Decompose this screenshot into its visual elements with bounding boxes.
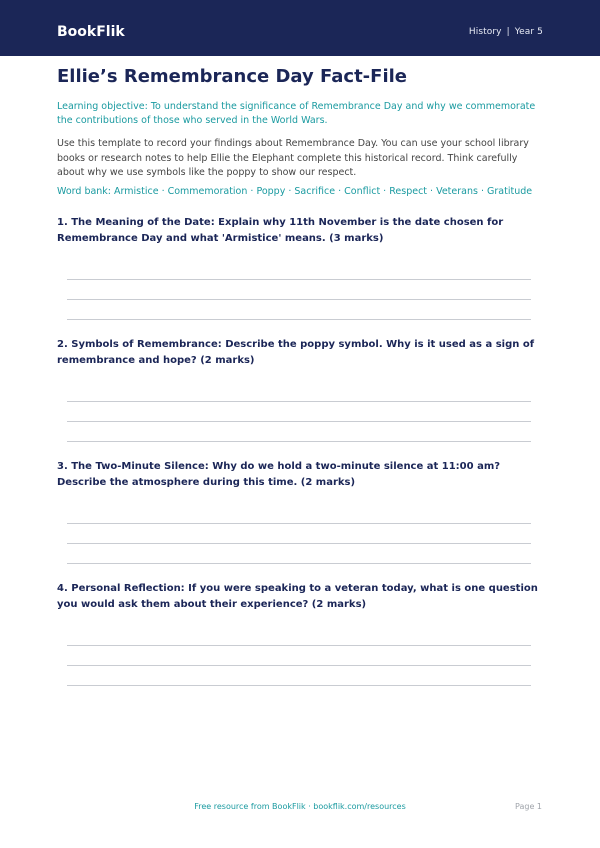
- answer-line-q1-3[interactable]: [67, 319, 531, 320]
- question-4: 4. Personal Reflection: If you were speaking to a veteran today, what is one question you would ask them about their experience? (2 marks): [57, 583, 538, 610]
- answer-line-q3-3[interactable]: [67, 563, 531, 564]
- question-3: 3. The Two-Minute Silence: Why do we hold a two-minute silence at 11:00 am? Describe the atmosphere during this time. (2 marks): [57, 461, 501, 488]
- page-title: Ellie’s Remembrance Day Fact-File: [57, 66, 407, 87]
- header-bar: [0, 0, 600, 56]
- breadcrumb-separator: |: [506, 27, 510, 37]
- question-1: 1. The Meaning of the Date: Explain why 11th November is the date chosen for Remembrance Day and what 'Armistice' means. (3 marks): [57, 217, 504, 244]
- answer-line-q3-1[interactable]: [67, 523, 531, 524]
- word-bank: Word bank: Armistice · Commemoration · Poppy · Sacrifice · Conflict · Respect · Veterans · Gratitude: [57, 186, 533, 197]
- answer-line-q4-3[interactable]: [67, 685, 531, 686]
- answer-line-q4-1[interactable]: [67, 645, 531, 646]
- brand-logo[interactable]: BookFlik: [57, 24, 125, 40]
- breadcrumb-subject: History: [468, 27, 502, 37]
- answer-line-q4-2[interactable]: [67, 665, 531, 666]
- learning-objective: Learning objective: To understand the significance of Remembrance Day and why we commemorate the contributions of those who served in the World Wars.: [57, 101, 536, 126]
- answer-line-q1-2[interactable]: [67, 299, 531, 300]
- breadcrumb-year: Year 5: [514, 27, 543, 37]
- answer-line-q2-3[interactable]: [67, 441, 531, 442]
- answer-line-q2-2[interactable]: [67, 421, 531, 422]
- answer-line-q2-1[interactable]: [67, 401, 531, 402]
- breadcrumb: [469, 27, 543, 37]
- intro-text: Use this template to record your findings about Remembrance Day. You can use your school library books or research notes to help Ellie the Elephant complete this historical record. Think carefully about why we use symbols like the poppy to show our respect.: [57, 138, 529, 178]
- footer-credit[interactable]: Free resource from BookFlik · bookflik.com/resources: [194, 802, 406, 811]
- question-2: 2. Symbols of Remembrance: Describe the poppy symbol. Why is it used as a sign of remembrance and hope? (2 marks): [57, 339, 535, 366]
- page-number: Page 1: [515, 802, 542, 811]
- answer-line-q3-2[interactable]: [67, 543, 531, 544]
- answer-line-q1-1[interactable]: [67, 279, 531, 280]
